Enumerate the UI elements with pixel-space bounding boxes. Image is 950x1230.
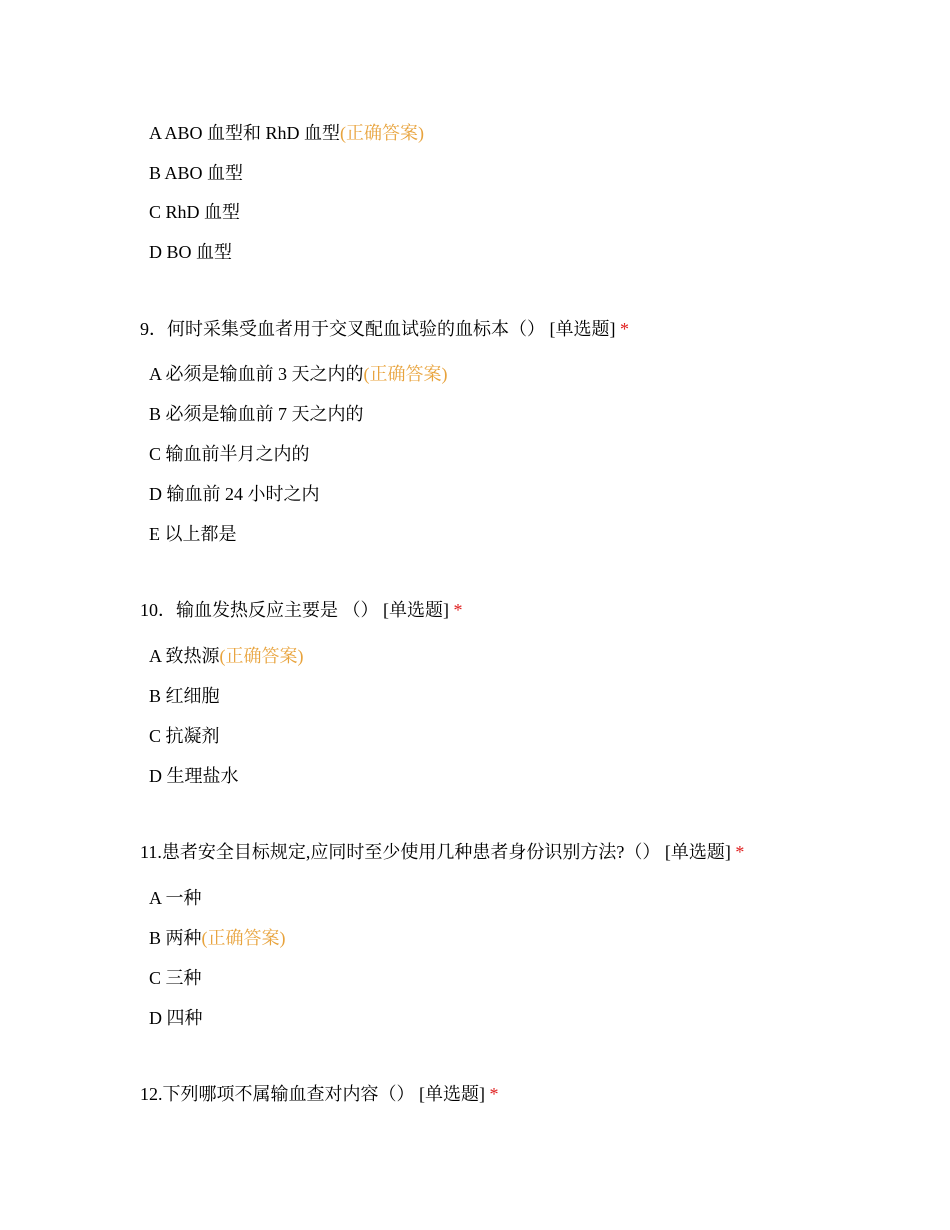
option-q9-e [149, 522, 237, 546]
option-q11-c [149, 966, 202, 990]
option-q9-a [149, 362, 448, 386]
option-text: A 一种 [149, 888, 202, 908]
option-text: A 必须是输血前 3 天之内的 [149, 364, 364, 384]
option-text: E 以上都是 [149, 524, 237, 544]
option-q9-c [149, 442, 310, 466]
option-q8-a [149, 121, 424, 145]
option-q8-c [149, 200, 240, 224]
option-q8-b [149, 161, 243, 185]
question-9-title [140, 317, 629, 341]
correct-answer-mark: (正确答案) [201, 928, 286, 948]
option-q11-a [149, 886, 202, 910]
question-text: 11.患者安全目标规定,应同时至少使用几种患者身份识别方法?（） [140, 842, 661, 862]
question-type: [单选题] [383, 600, 449, 620]
option-q10-c [149, 724, 220, 748]
option-text: C 三种 [149, 968, 202, 988]
option-text: A ABO 血型和 RhD 血型 [149, 123, 341, 143]
option-text: D 四种 [149, 1008, 203, 1028]
option-text: D 输血前 24 小时之内 [149, 484, 320, 504]
option-text: B 红细胞 [149, 686, 220, 706]
question-text: 12.下列哪项不属输血查对内容（） [140, 1084, 415, 1104]
required-mark: * [489, 1084, 499, 1104]
question-text: 10．输血发热反应主要是 （） [140, 600, 379, 620]
required-mark: * [735, 842, 745, 862]
question-type: [单选题] [664, 842, 731, 862]
correct-answer-mark: (正确答案) [340, 123, 425, 143]
option-text: C 抗凝剂 [149, 726, 220, 746]
option-text: D 生理盐水 [149, 766, 239, 786]
option-text: C 输血前半月之内的 [149, 444, 310, 464]
option-q10-a [149, 644, 304, 668]
option-text: D BO 血型 [149, 242, 233, 262]
option-q9-b [149, 402, 364, 426]
option-q9-d [149, 482, 320, 506]
correct-answer-mark: (正确答案) [363, 364, 448, 384]
option-text: B 两种 [149, 928, 202, 948]
question-text: 9．何时采集受血者用于交叉配血试验的血标本（） [140, 319, 545, 339]
option-text: A 致热源 [149, 646, 220, 666]
option-q11-b [149, 926, 286, 950]
question-type: [单选题] [549, 319, 616, 339]
option-q10-b [149, 684, 220, 708]
correct-answer-mark: (正确答案) [219, 646, 304, 666]
required-mark: * [620, 319, 629, 339]
question-12-title [140, 1082, 499, 1106]
required-mark: * [453, 600, 463, 620]
question-type: [单选题] [419, 1084, 485, 1104]
option-text: B 必须是输血前 7 天之内的 [149, 404, 364, 424]
option-text: B ABO 血型 [149, 163, 244, 183]
option-q11-d [149, 1006, 203, 1030]
option-text: C RhD 血型 [149, 202, 241, 222]
option-q8-d [149, 240, 232, 264]
question-11-title [140, 840, 744, 864]
option-q10-d [149, 764, 239, 788]
question-10-title [140, 598, 463, 622]
